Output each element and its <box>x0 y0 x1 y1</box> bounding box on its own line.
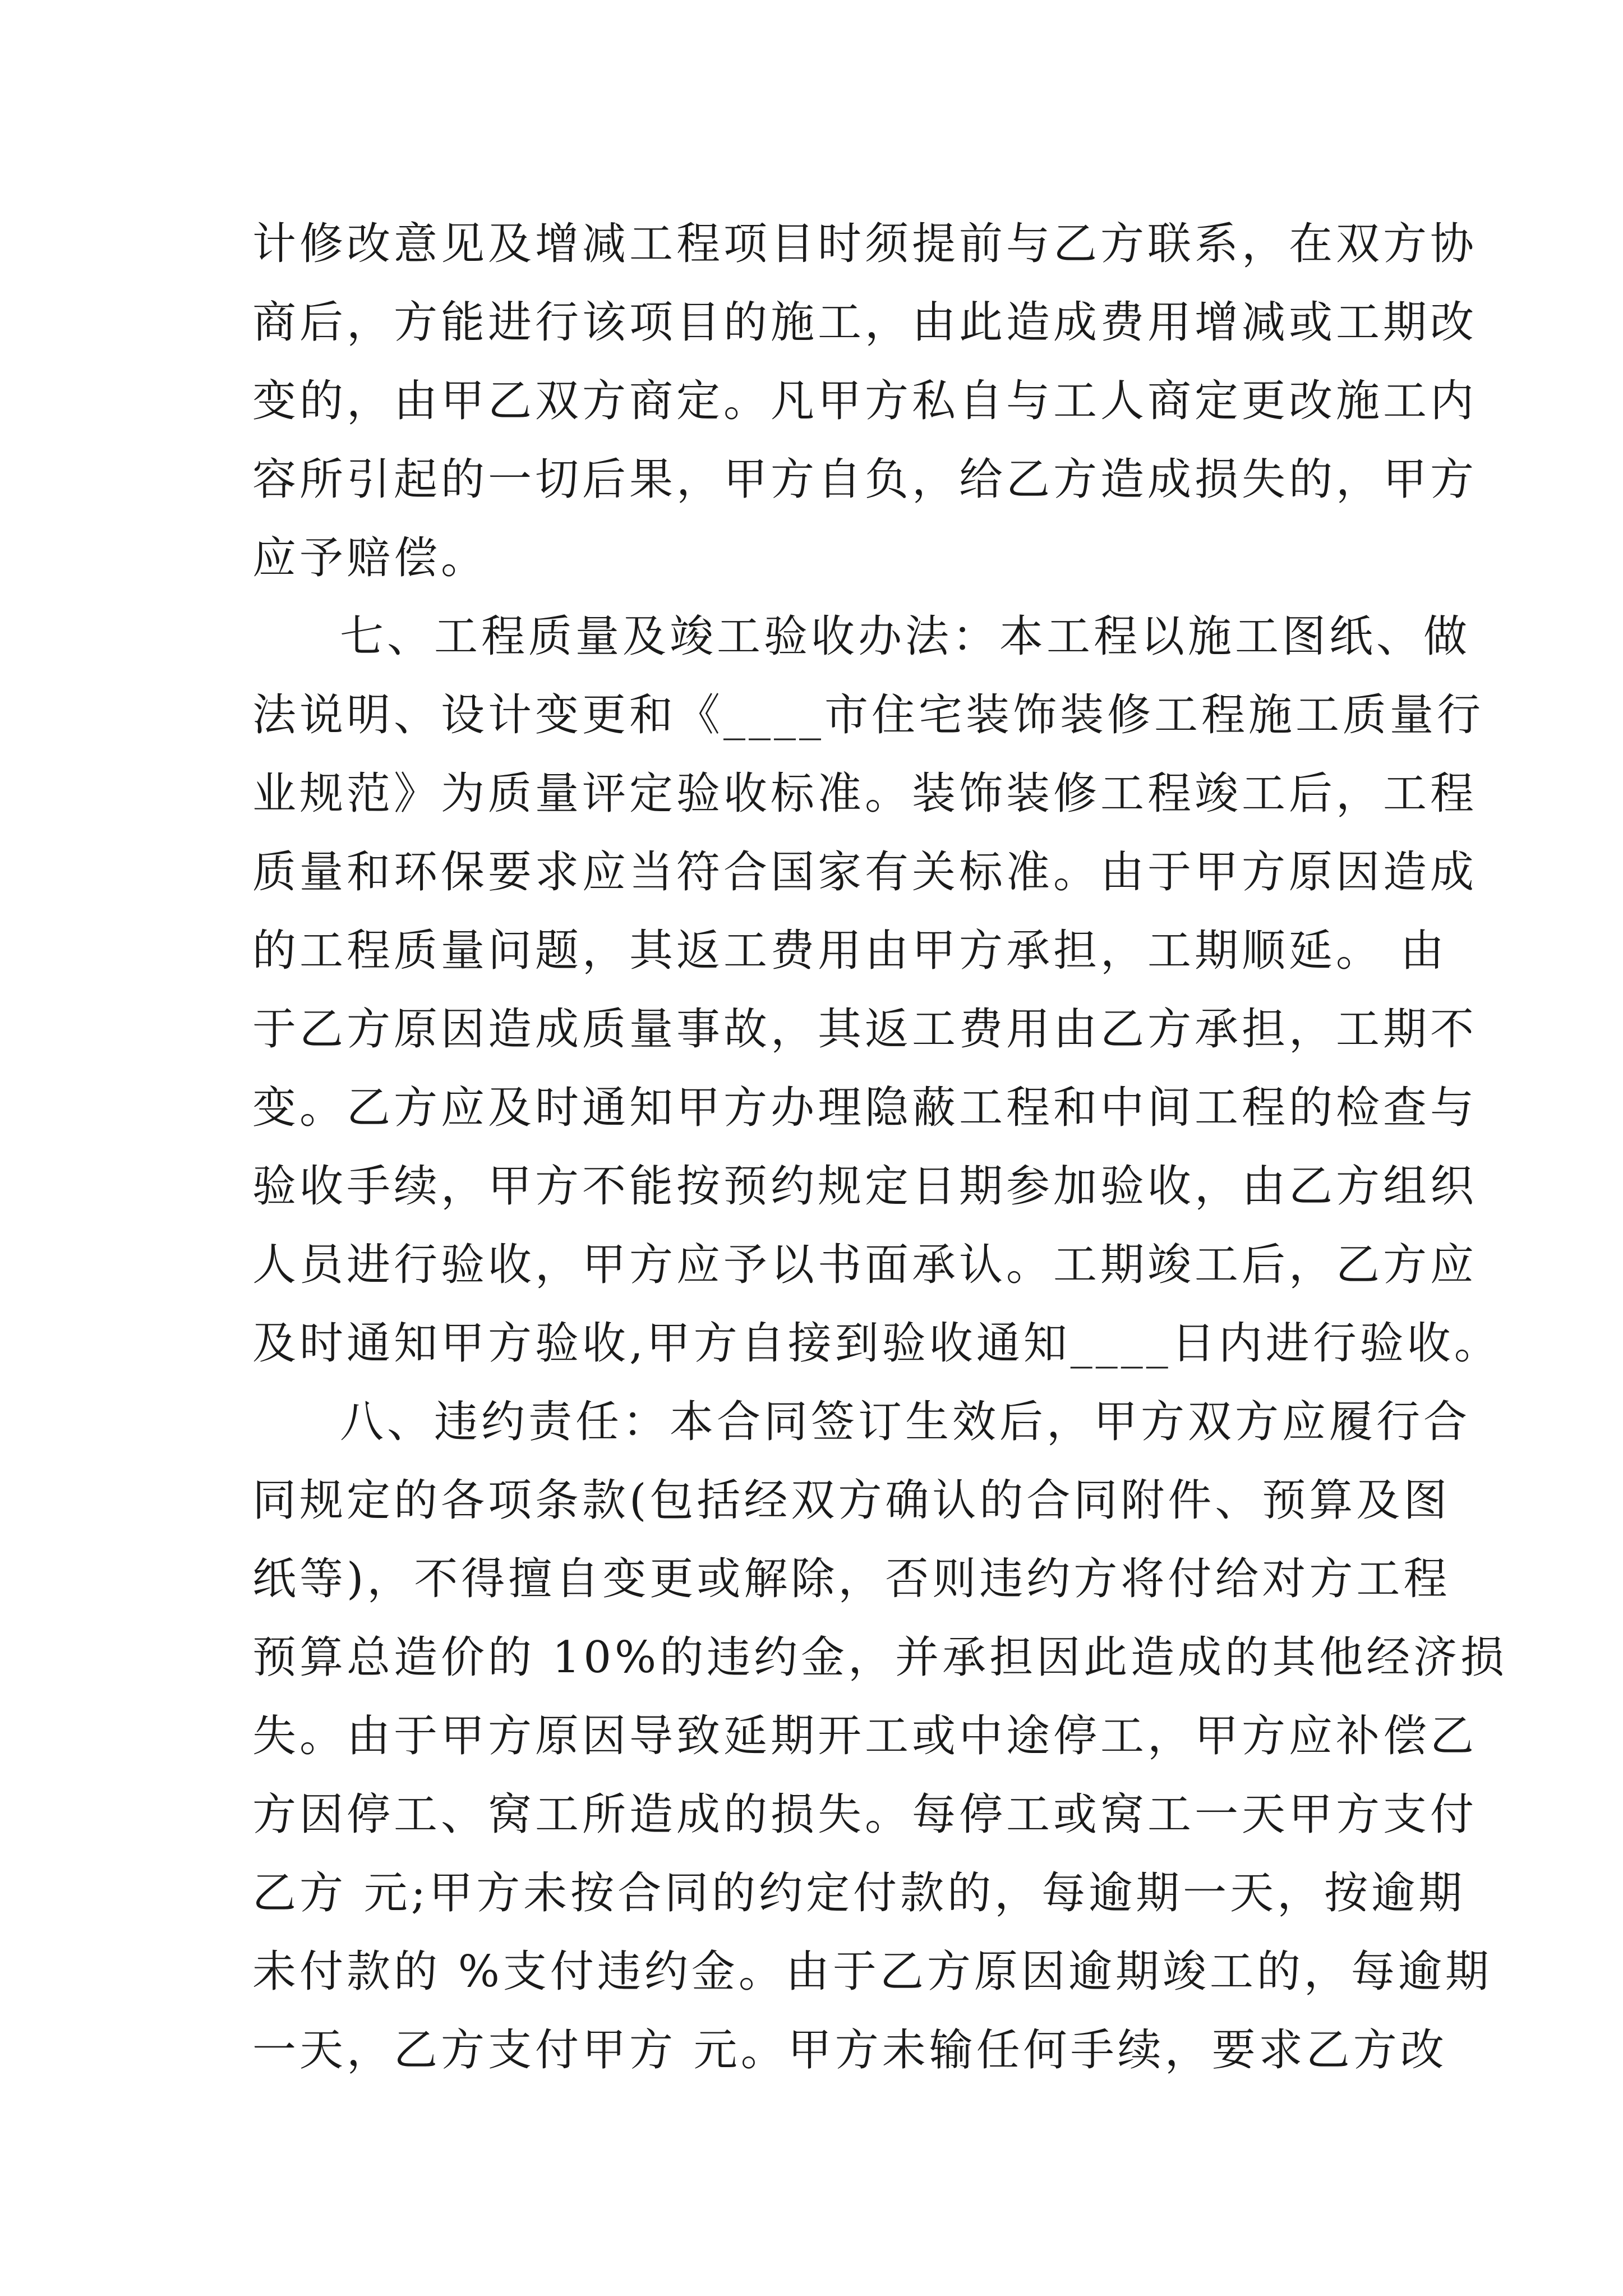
section-7-heading-line: 七、工程质量及竣工验收办法：本工程以施工图纸、做 <box>340 611 1471 662</box>
paragraph-line: 计修改意见及增减工程项目时须提前与乙方联系，在双方协 <box>252 219 1478 269</box>
section-8-heading-line: 八、违约责任：本合同签订生效后，甲方双方应履行合 <box>340 1397 1471 1447</box>
paragraph-line: 一天，乙方支付甲方 元。甲方未输任何手续，要求乙方改 <box>252 2025 1447 2076</box>
paragraph-line: 同规定的各项条款(包括经双方确认的合同附件、预算及图 <box>252 1475 1451 1526</box>
paragraph-line: 的工程质量问题，其返工费用由甲方承担，工期顺延。 由 <box>252 926 1447 976</box>
paragraph-line: 验收手续，甲方不能按预约规定日期参加验收，由乙方组织 <box>252 1161 1478 1212</box>
paragraph-line: 预算总造价的 10%的违约金，并承担因此造成的其他经济损 <box>252 1632 1508 1683</box>
paragraph-line: 变的，由甲乙双方商定。凡甲方私自与工人商定更改施工内 <box>252 376 1478 426</box>
paragraph-line: 失。由于甲方原因导致延期开工或中途停工，甲方应补偿乙 <box>252 1711 1478 1761</box>
paragraph-line: 应予赔偿。 <box>252 533 488 583</box>
paragraph-line: 人员进行验收，甲方应予以书面承认。工期竣工后，乙方应 <box>252 1240 1478 1290</box>
paragraph-line: 于乙方原因造成质量事故，其返工费用由乙方承担，工期不 <box>252 1004 1478 1055</box>
contract-text-body <box>252 205 1508 2090</box>
paragraph-line: 纸等)，不得擅自变更或解除，否则违约方将付给对方工程 <box>252 1554 1451 1604</box>
paragraph-line: 商后，方能进行该项目的施工，由此造成费用增减或工期改 <box>252 297 1478 348</box>
paragraph-line: 变。乙方应及时通知甲方办理隐蔽工程和中间工程的检查与 <box>252 1083 1478 1133</box>
paragraph-line: 质量和环保要求应当符合国家有关标准。由于甲方原因造成 <box>252 847 1478 898</box>
paragraph-line: 方因停工、窝工所造成的损失。每停工或窝工一天甲方支付 <box>252 1789 1478 1840</box>
paragraph-line: 业规范》为质量评定验收标准。装饰装修工程竣工后，工程 <box>252 769 1478 819</box>
paragraph-line: 乙方 元;甲方未按合同的约定付款的，每逾期一天，按逾期 <box>252 1868 1466 1918</box>
paragraph-line: 法说明、设计变更和《____市住宅装饰装修工程施工质量行 <box>252 690 1484 740</box>
paragraph-line: 及时通知甲方验收,甲方自接到验收通知____日内进行验收。 <box>252 1318 1501 1369</box>
paragraph-line: 容所引起的一切后果，甲方自负，给乙方造成损失的，甲方 <box>252 454 1478 505</box>
paragraph-line: 未付款的 %支付违约金。由于乙方原因逾期竣工的，每逾期 <box>252 1947 1492 1997</box>
